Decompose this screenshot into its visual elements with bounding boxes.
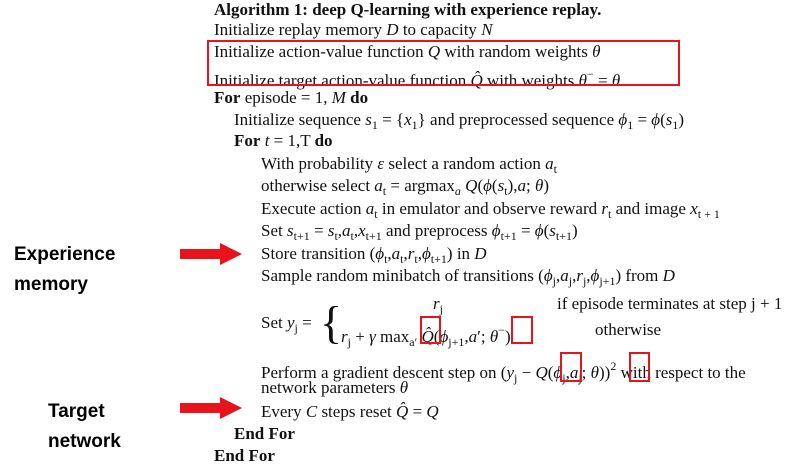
highlight-theta-minus xyxy=(511,316,533,344)
line-set-s: Set $s_{t+1} = s_t,a_t,x_{t+1}$ and preprocess $\phi_{t+1} = \phi(s_{t+1})$ xyxy=(261,221,578,243)
arrow-target-icon xyxy=(180,397,242,419)
line-for-t: For t = 1,T do xyxy=(234,131,333,150)
line-reset: Every C steps reset Q̂ = Q xyxy=(261,402,439,421)
highlight-init-box xyxy=(207,40,680,86)
label-target-network xyxy=(48,397,198,457)
line-epsilon: With probability ε select a random action $a_t$ xyxy=(261,154,557,176)
line-network-params: network parameters θ xyxy=(261,378,409,397)
highlight-q xyxy=(560,352,582,382)
label-experience-line1: Experience xyxy=(14,244,116,265)
case-otherwise: otherwise xyxy=(595,320,662,339)
line-for-episode: For episode = 1, M do xyxy=(214,88,369,107)
line-execute: Execute action $a_t$ in emulator and observe reward $r_t$ and image $x_{t + 1}$ xyxy=(261,199,720,221)
line-init-replay: Initialize replay memory D to capacity N xyxy=(214,20,493,39)
line-end-for-outer: End For xyxy=(214,446,275,465)
label-target-line1: Target xyxy=(48,401,105,422)
brace: { xyxy=(320,297,343,348)
algorithm-title: Algorithm 1: deep Q-learning with experience replay. xyxy=(214,0,602,19)
line-gradient: Perform a gradient descent step on ($y_j - Q(\phi_j,a_j$; θ))$^2$ with respect to the xyxy=(261,359,746,385)
label-experience-memory xyxy=(14,240,164,300)
highlight-theta xyxy=(629,352,650,382)
label-target-line2: network xyxy=(48,431,121,452)
line-store: Store transition $(\phi_t,a_t,r_t,\phi_{t+1})$ in D xyxy=(261,244,487,266)
arrow-experience-icon xyxy=(180,243,242,265)
line-init-seq: Initialize sequence $s_1 = \{x_1\}$ and preprocessed sequence $\phi_1 = \phi(s_1)$ xyxy=(234,110,685,132)
line-init-q: Initialize action-value function Q with random weights θ xyxy=(214,42,601,61)
line-end-for-inner: End For xyxy=(234,424,295,443)
label-experience-line2: memory xyxy=(14,274,88,295)
highlight-qhat xyxy=(420,316,441,344)
case-rj: $r_j$ xyxy=(433,294,443,316)
case-target: $r_j + \gamma$ $\max_{a'}$ $Q̂(\phi_{j+1},a'$; θ−) xyxy=(341,323,511,349)
line-init-target: Initialize target action-value function Q̂ with weights θ− = θ xyxy=(214,67,621,90)
line-sample: Sample random minibatch of transitions $(\phi_j,a_j,r_j,\phi_{j+1})$ from D xyxy=(261,266,675,288)
line-set-y: Set $y_j$ = xyxy=(261,313,312,335)
case-terminal-cond: if episode terminates at step j + 1 xyxy=(557,294,783,313)
line-argmax: otherwise select $a_t = argmax_a$ $Q(\phi(s_t),a$; θ) xyxy=(261,176,549,198)
